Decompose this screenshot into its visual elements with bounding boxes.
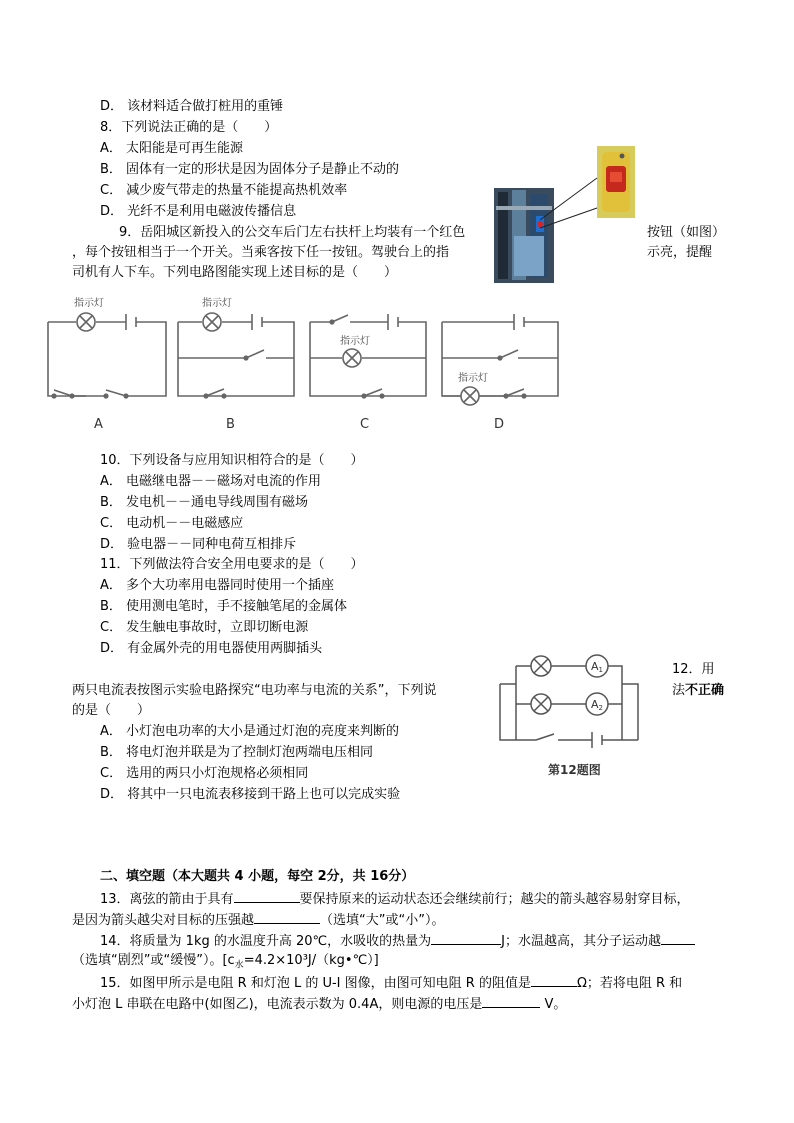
q8-option-d: D． 光纤不是利用电磁波传播信息 bbox=[100, 204, 297, 219]
q9-line2b: 示亮，提醒 bbox=[647, 245, 713, 260]
diagram-label-d: D bbox=[494, 417, 505, 432]
q14-blank-1[interactable] bbox=[431, 931, 501, 945]
q12-figure-caption: 第12题图 bbox=[548, 763, 601, 777]
q15-line2: 小灯泡 L 串联在电路中(如图乙)，电流表示数为 0.4A，则电源的电压是 V。 bbox=[72, 994, 566, 1014]
circuit-d bbox=[442, 314, 558, 405]
q12-option-a: A． 小灯泡电功率的大小是通过灯泡的亮度来判断的 bbox=[100, 724, 400, 739]
q7-option-d: D． 该材料适合做打桩用的重锤 bbox=[100, 99, 284, 114]
q13-line2: 是因为箭头越尖对目标的压强越 （选填“大”或“小”）。 bbox=[72, 910, 444, 930]
q12-line2: 的是（ ） bbox=[72, 703, 151, 718]
indicator-label-d: 指示灯 bbox=[458, 373, 488, 384]
indicator-label-a: 指示灯 bbox=[74, 298, 104, 309]
q13-blank-2[interactable] bbox=[254, 910, 320, 924]
q12-num: 12．用 bbox=[672, 662, 715, 677]
q8-option-a: A． 太阳能是可再生能源 bbox=[100, 141, 244, 156]
q9-circuit-diagrams bbox=[40, 292, 580, 437]
q11-option-b: B． 使用测电笔时，手不接触笔尾的金属体 bbox=[100, 599, 348, 614]
q11-option-a: A． 多个大功率用电器同时使用一个插座 bbox=[100, 578, 335, 593]
q12-circuit-figure bbox=[496, 650, 648, 782]
diagram-label-a: A bbox=[94, 417, 103, 432]
q13-blank-1[interactable] bbox=[234, 889, 300, 903]
q14-line2: （选填“剧烈”或“缓慢”）。$[c_水=4.2\times 10^3J/(kg•℃)]$ bbox=[72, 953, 379, 971]
q12-line1: 两只电流表按图示实验电路探究“电功率与电流的关系”，下列说 bbox=[72, 683, 437, 698]
q11-option-c: C． 发生触电事故时，立即切断电源 bbox=[100, 620, 309, 635]
q10-option-c: C． 电动机－－电磁感应 bbox=[100, 516, 244, 531]
q14-blank-2[interactable] bbox=[661, 931, 695, 945]
q10-option-b: B． 发电机－－通电导线周围有磁场 bbox=[100, 495, 309, 510]
indicator-label-b: 指示灯 bbox=[202, 298, 232, 309]
section2-title: 二、填空题（本大题共 4 小题，每空 2分，共 16分） bbox=[100, 869, 415, 884]
q10-option-a: A． 电磁继电器－－磁场对电流的作用 bbox=[100, 474, 322, 489]
circuit-b bbox=[178, 313, 294, 398]
diagram-label-b: B bbox=[226, 417, 235, 432]
q12-option-b: B． 将电灯泡并联是为了控制灯泡两端电压相同 bbox=[100, 745, 374, 760]
ammeter-a1-label: A1 bbox=[591, 660, 603, 674]
q15-blank-2[interactable] bbox=[482, 994, 540, 1008]
q12-option-c: C． 选用的两只小灯泡规格必须相同 bbox=[100, 766, 309, 781]
q8-option-b: B． 固体有一定的形状是因为固体分子是静止不动的 bbox=[100, 162, 400, 177]
q12-option-d: D． 将其中一只电流表移接到干路上也可以完成实验 bbox=[100, 787, 401, 802]
q11-option-d: D． 有金属外壳的用电器使用两脚插头 bbox=[100, 641, 323, 656]
q10-option-d: D． 验电器－－同种电荷互相排斥 bbox=[100, 537, 297, 552]
q13-line1: 13．离弦的箭由于具有 要保持原来的运动状态还会继续前行；越尖的箭头越容易射穿目标， bbox=[100, 889, 690, 909]
indicator-label-c: 指示灯 bbox=[340, 336, 370, 347]
q11-stem: 11．下列做法符合安全用电要求的是（ ） bbox=[100, 557, 364, 572]
diagram-label-c: C bbox=[360, 417, 370, 432]
q12-method: 法不正确 bbox=[672, 683, 725, 698]
q10-stem: 10．下列设备与应用知识相符合的是（ ） bbox=[100, 453, 364, 468]
circuit-c bbox=[310, 314, 426, 398]
q8-stem: 8．下列说法正确的是（ ） bbox=[100, 120, 278, 135]
q15-line1: 15．如图甲所示是电阻 R 和灯泡 L 的 U-I 图像，由图可知电阻 R 的阻值是 Ω；若将电阻 R 和 bbox=[100, 973, 682, 993]
circuit-a bbox=[48, 313, 166, 398]
bus-button-photo bbox=[494, 146, 644, 286]
q9-line1a: 9．岳阳城区新投入的公交车后门左右扶杆上均装有一个红色 bbox=[119, 225, 466, 240]
q9-line3: 司机有人下车。下列电路图能实现上述目标的是（ ） bbox=[72, 265, 398, 280]
ammeter-a2-label: A2 bbox=[591, 698, 603, 712]
q9-line1b: 按钮（如图） bbox=[647, 225, 726, 240]
q15-blank-1[interactable] bbox=[531, 973, 577, 987]
q9-line2a: ，每个按钮相当于一个开关。当乘客按下任一按钮。驾驶台上的指 bbox=[72, 245, 450, 260]
q14-line1: 14．将质量为 1kg 的水温度升高 20℃，水吸收的热量为 J；水温越高，其分子运动越 bbox=[100, 931, 695, 951]
q8-option-c: C． 减少废气带走的热量不能提高热机效率 bbox=[100, 183, 348, 198]
